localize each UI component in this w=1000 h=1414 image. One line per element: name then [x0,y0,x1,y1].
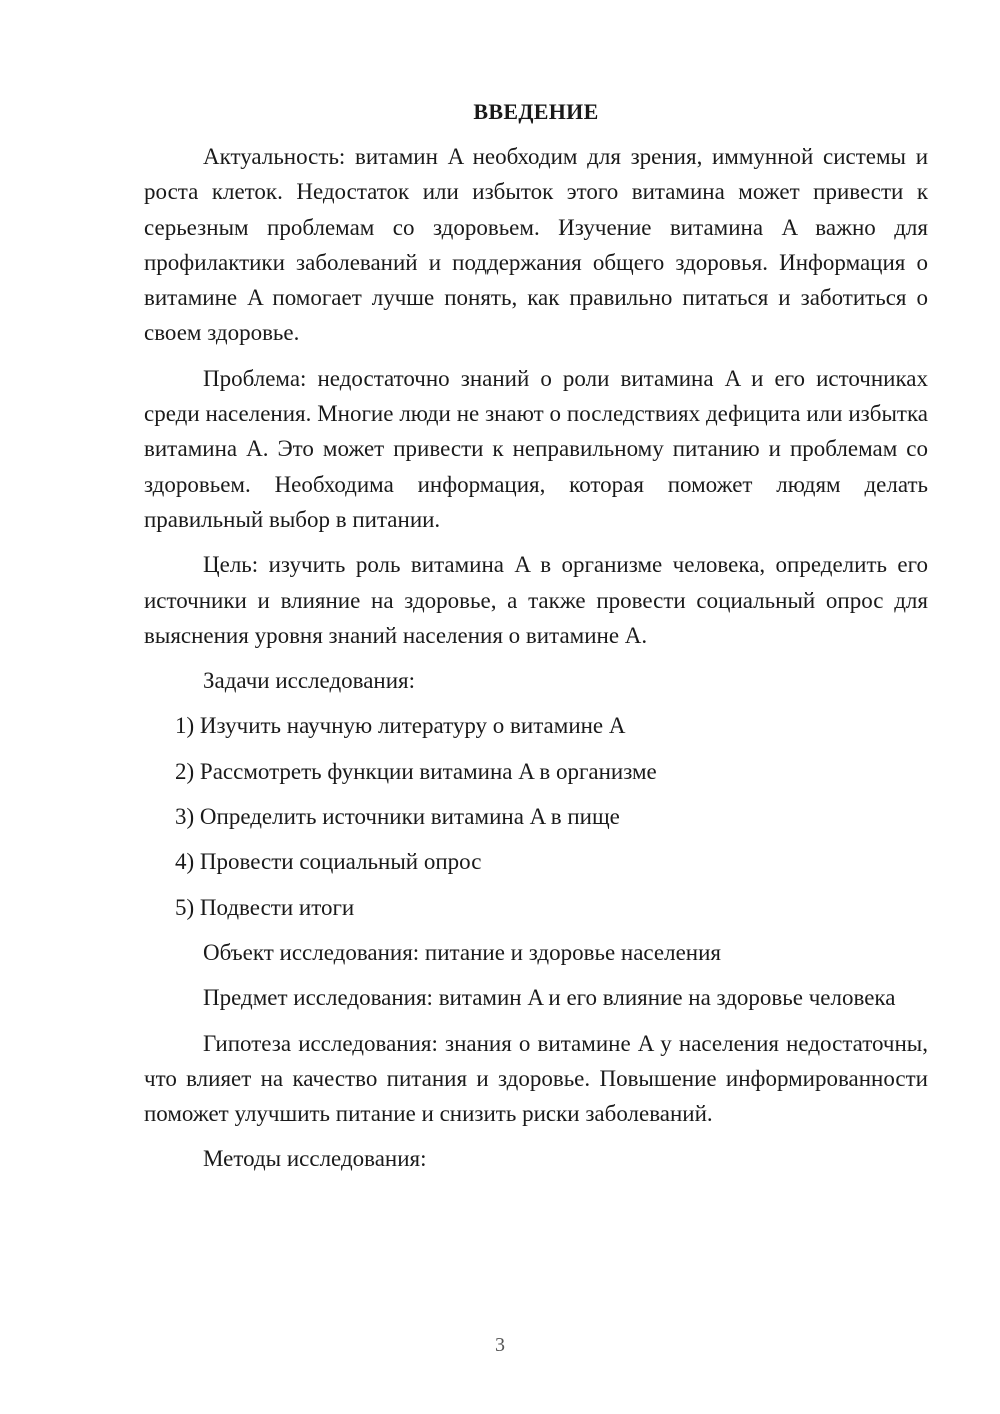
relevance-paragraph: Актуальность: витамин A необходим для зрения, иммунной системы и роста клеток. Недостаток или избыток этого витамина может привести к серьезным проблемам со здоровьем. Изучение витамина A важно для профилактики заболеваний и поддержания общего здоровья. Информация о витамине A помогает лучше понять, как правильно питаться и заботиться о своем здоровье. [144,144,928,346]
tasks-label: Задачи исследования: [203,668,416,694]
subject-paragraph: Предмет исследования: витамин A и его влияние на здоровье человека [203,985,896,1011]
task-item-5: 5) Подвести итоги [175,894,355,920]
hypothesis-paragraph: Гипотеза исследования: знания о витамине A у населения недостаточны, что влияет на качество питания и здоровье. Повышение информированности поможет улучшить питание и снизить риски заболеваний. [144,1030,928,1127]
object-paragraph: Объект исследования: питание и здоровье населения [203,939,721,965]
section-title: ВВЕДЕНИЕ [473,99,599,124]
problem-paragraph: Проблема: недостаточно знаний о роли витамина A и его источниках среди населения. Многие люди не знают о последствиях дефицита или избытка витамина A. Это может привести к неправильному питанию и проблемам со здоровьем. Необходима информация, которая поможет людям делать правильный выбор в питании. [144,365,928,532]
page-content [144,94,928,1187]
task-item-4: 4) Провести социальный опрос [175,849,482,875]
task-item-2: 2) Рассмотреть функции витамина A в организме [175,758,657,784]
methods-label: Методы исследования: [203,1146,427,1172]
task-item-3: 3) Определить источники витамина A в пище [175,804,620,830]
goal-paragraph: Цель: изучить роль витамина A в организме человека, определить его источники и влияние на здоровье, а также провести социальный опрос для выяснения уровня знаний населения о витамине A. [144,552,928,648]
page-number: 3 [495,1334,505,1356]
task-item-1: 1) Изучить научную литературу о витамине A [175,713,626,739]
